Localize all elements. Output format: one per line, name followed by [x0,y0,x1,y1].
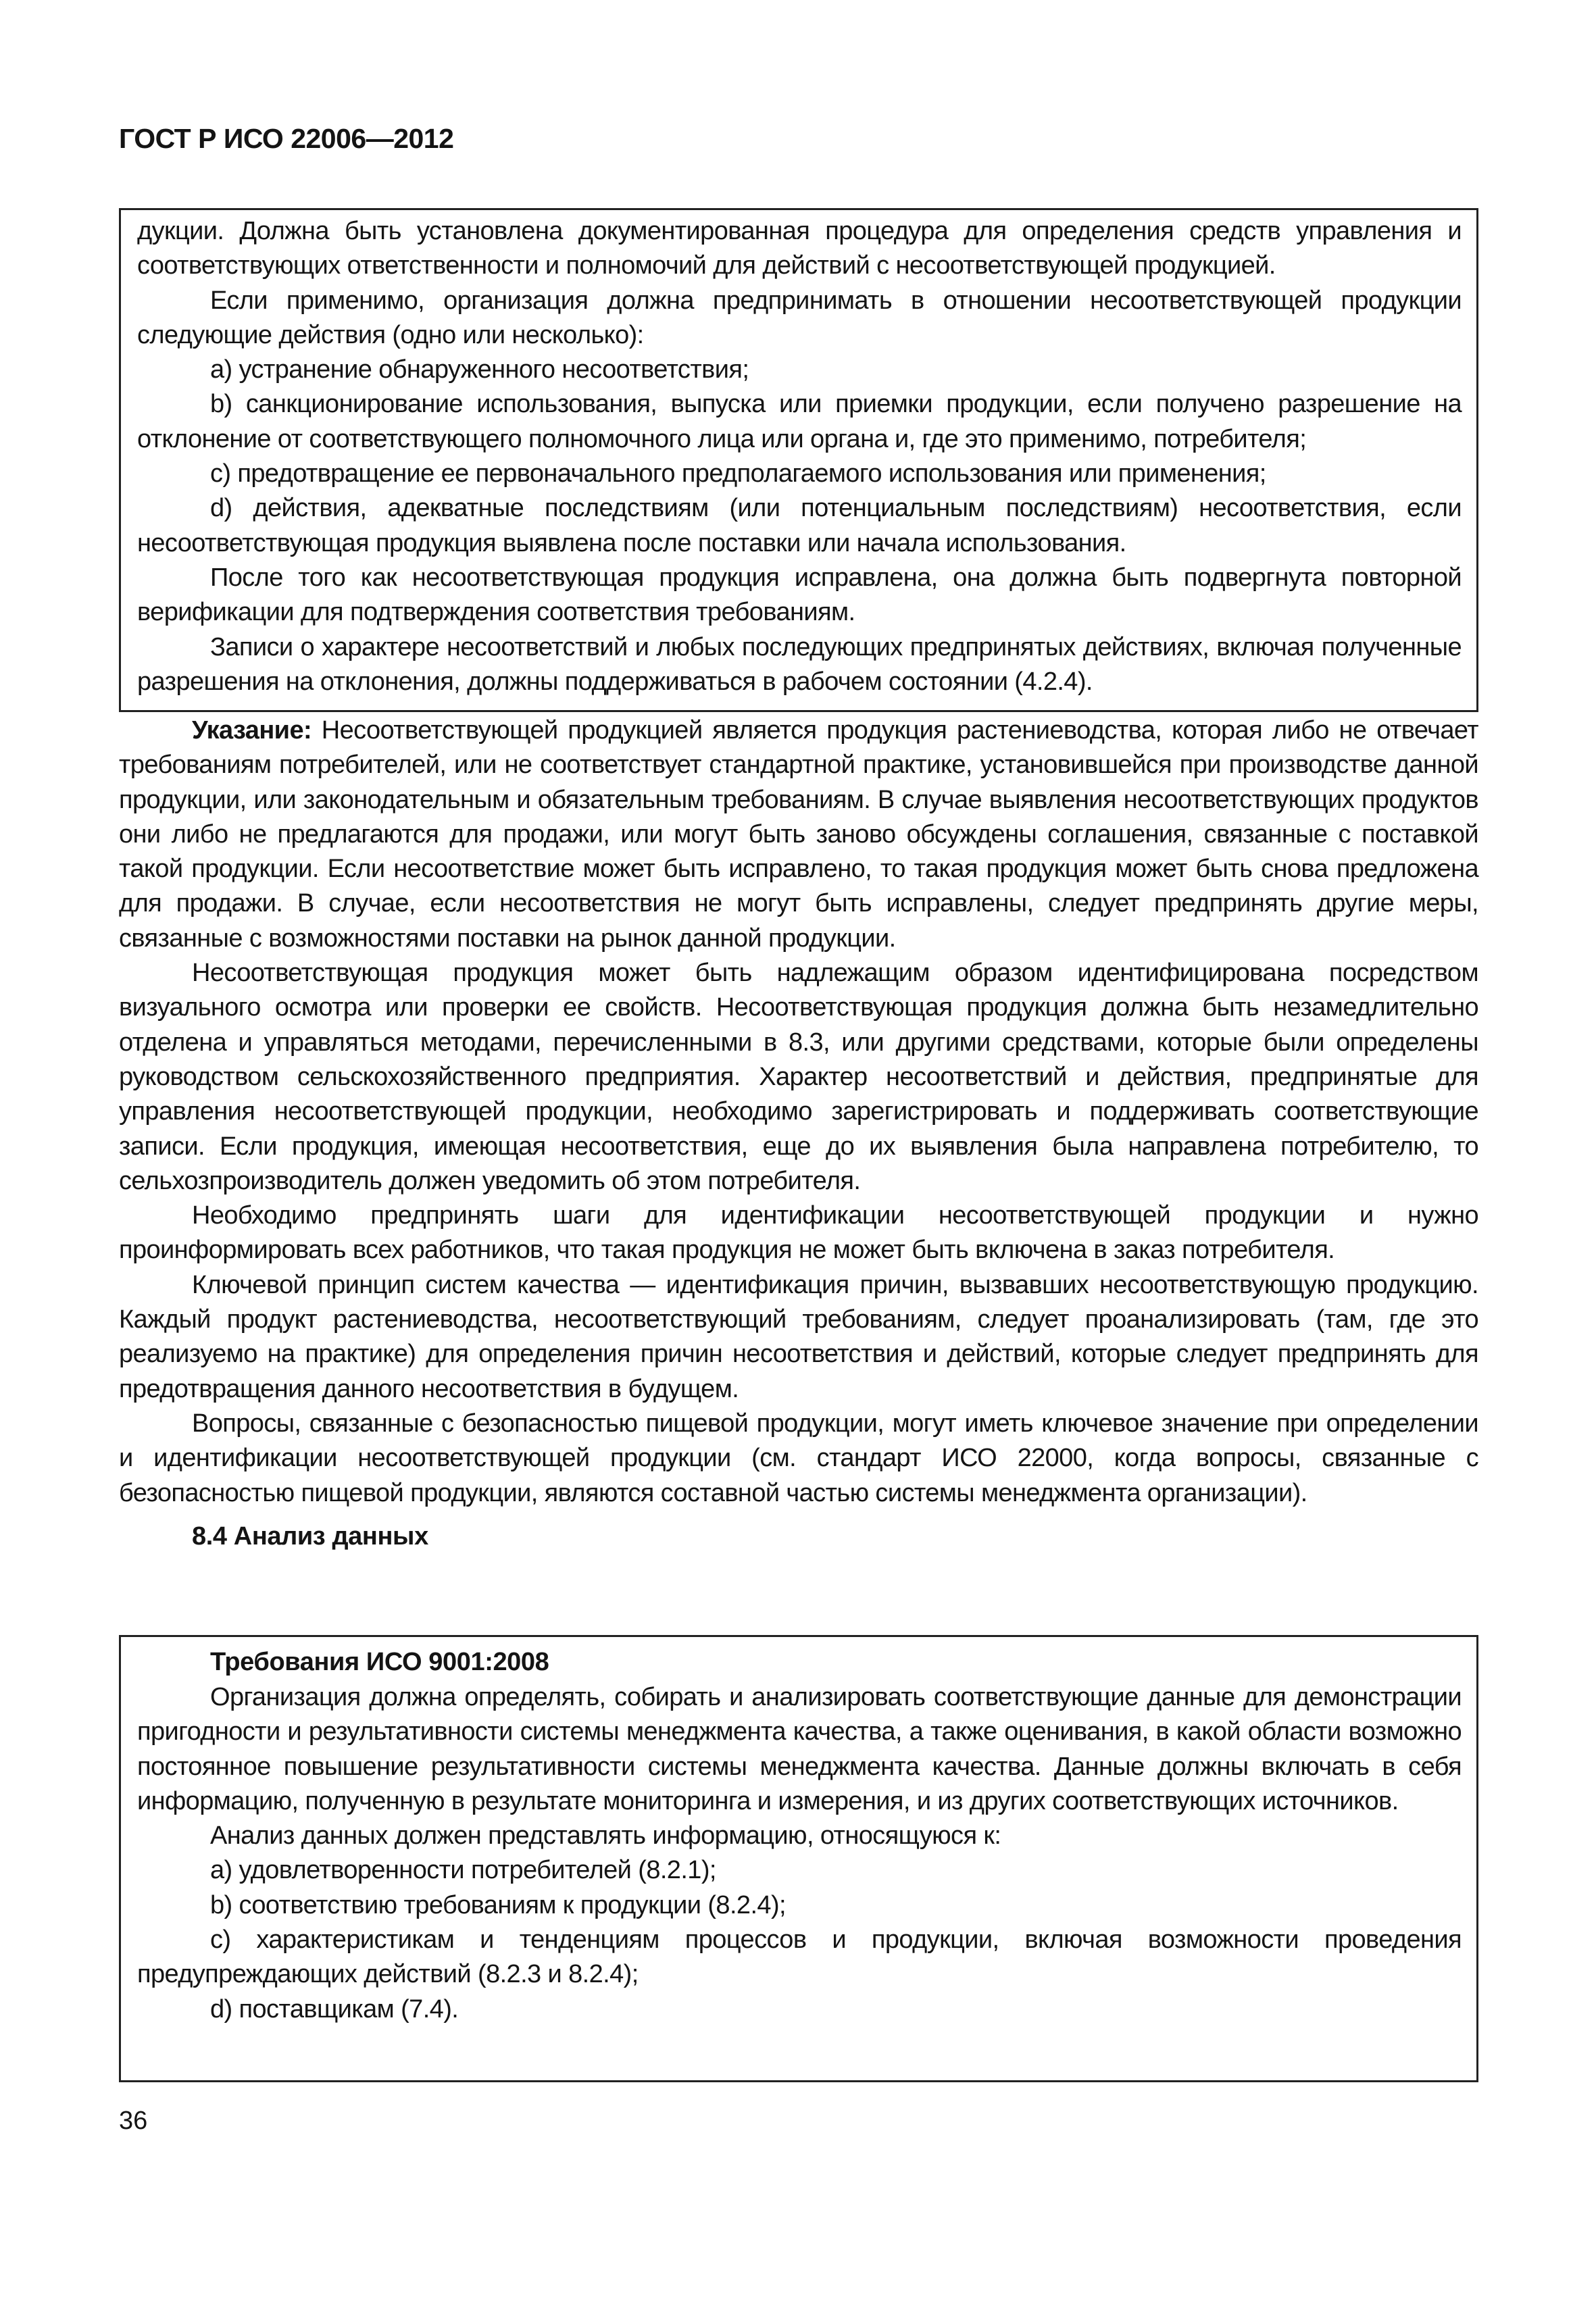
box2-list-item-a: a) удовлетворенности потребителей (8.2.1); [210,1856,716,1885]
box1-list-item-d: d) действия, адекватные последствиям (или потенциальным последствиям) несоответствия, если несоответствующая продукция выявлена после поставки или начала использования. [137,494,1462,557]
box1-paragraph-reverification: После того как несоответствующая продукция исправлена, она должна быть подвергнута повторной верификации для подтверждения соответствия требованиям. [137,563,1462,627]
note-paragraph [119,713,1478,956]
box1-list-item-c: c) предотвращение ее первоначального предполагаемого использования или применения; [210,459,1266,488]
body-paragraph-2: Необходимо предпринять шаги для идентификации несоответствующей продукции и нужно проинформировать всех работников, что такая продукция не может быть включена в заказ потребителя. [119,1201,1478,1265]
requirements-title: Требования ИСО 9001:2008 [210,1648,549,1676]
page-number: 36 [119,2107,148,2135]
box2-paragraph-1: Организация должна определять, собирать и анализировать соответствующие данные для демонстрации пригодности и результативности системы менеджмента качества, а также оценивания, в какой области возможно постоянное повышение результативности системы менеджмента качества. Данные должны включать в себя информацию, полученную в результате мониторинга и измерения, и из других соответствующих источников. [137,1683,1462,1815]
body-paragraph-1: Несоответствующая продукция может быть надлежащим образом идентифицирована посредством визуального осмотра или проверки ее свойств. Несоответствующая продукция должна быть незамедлительно отделена и управляться методами, перечисленными в 8.3, или другими средствами, которые были определены руководством сельскохозяйственного предприятия. Характер несоответствий и действия, предпринятые для управления несоответствующей продукции, необходимо зарегистрировать и поддерживать соответствующие записи. Если продукция, имеющая несоответствия, еще до их выявления была направлена потребителю, то сельхозпроизводитель должен уведомить об этом потребителя. [119,959,1478,1195]
box1-paragraph-2: Если применимо, организация должна предпринимать в отношении несоответствующей продукции следующие действия (одно или несколько): [137,286,1462,349]
requirements-box-continued [119,208,1478,712]
box1-paragraph-records: Записи о характере несоответствий и любых последующих предпринятых действиях, включая полученные разрешения на отклонения, должны поддерживаться в рабочем состоянии (4.2.4). [137,632,1462,696]
box2-list-item-c: c) характеристикам и тенденциям процессов и продукции, включая возможности проведения предупреждающих действий (8.2.3 и 8.2.4); [137,1926,1462,1989]
requirements-box-iso9001 [119,1635,1478,2082]
box1-list-item-b: b) санкционирование использования, выпуска или приемки продукции, если получено разрешение на отклонение от соответствующего полномочного лица или органа и, где это применимо, потребителя; [137,390,1462,453]
note-text: Несоответствующей продукцией является продукция растениеводства, которая либо не отвечает требованиям потребителей, или не соответствует стандартной практике, установившейся при производстве данной продукции, или законодательным и обязательным требованиям. В случае выявления несоответствующих продуктов они либо не предлагаются для продажи, или могут быть заново обсуждены соглашения, связанные с поставкой такой продукции. Если несоответствие может быть исправлено, то такая продукция может быть снова предложена для продажи. В случае, если несоответствия не могут быть исправлены, следует предпринять другие меры, связанные с возможностями поставки на рынок данной продукции. [119,716,1478,953]
document-header: ГОСТ Р ИСО 22006—2012 [119,123,454,154]
box1-paragraph-1: дукции. Должна быть установлена документированная процедура для определения средств управления и соответствующих ответственности и полномочий для действий с несоответствующей продукцией. [137,217,1462,280]
note-label: Указание: [192,716,312,745]
guidance-text [119,713,1478,1555]
box2-list-item-d: d) поставщикам (7.4). [210,1994,459,2023]
body-paragraph-4: Вопросы, связанные с безопасностью пищевой продукции, могут иметь ключевое значение при определении и идентификации несоответствующей продукции (см. стандарт ИСО 22000, когда вопросы, связанные с безопасностью пищевой продукции, являются составной частью системы менеджмента организации). [119,1409,1478,1507]
box2-paragraph-2: Анализ данных должен представлять информацию, относящуюся к: [210,1821,1001,1851]
box1-list-item-a: a) устранение обнаруженного несоответствия; [210,355,749,384]
box2-list-item-b: b) соответствию требованиям к продукции (8.2.4); [210,1890,786,1919]
body-paragraph-3: Ключевой принцип систем качества — идентификация причин, вызвавших несоответствующую продукцию. Каждый продукт растениеводства, несоответствующий требованиям, следует проанализировать (там, где это реализуемо на практике) для определения причин несоответствия и действий, которые следует предпринять для предотвращения данного несоответствия в будущем. [119,1270,1478,1403]
section-heading: 8.4 Анализ данных [192,1521,428,1551]
